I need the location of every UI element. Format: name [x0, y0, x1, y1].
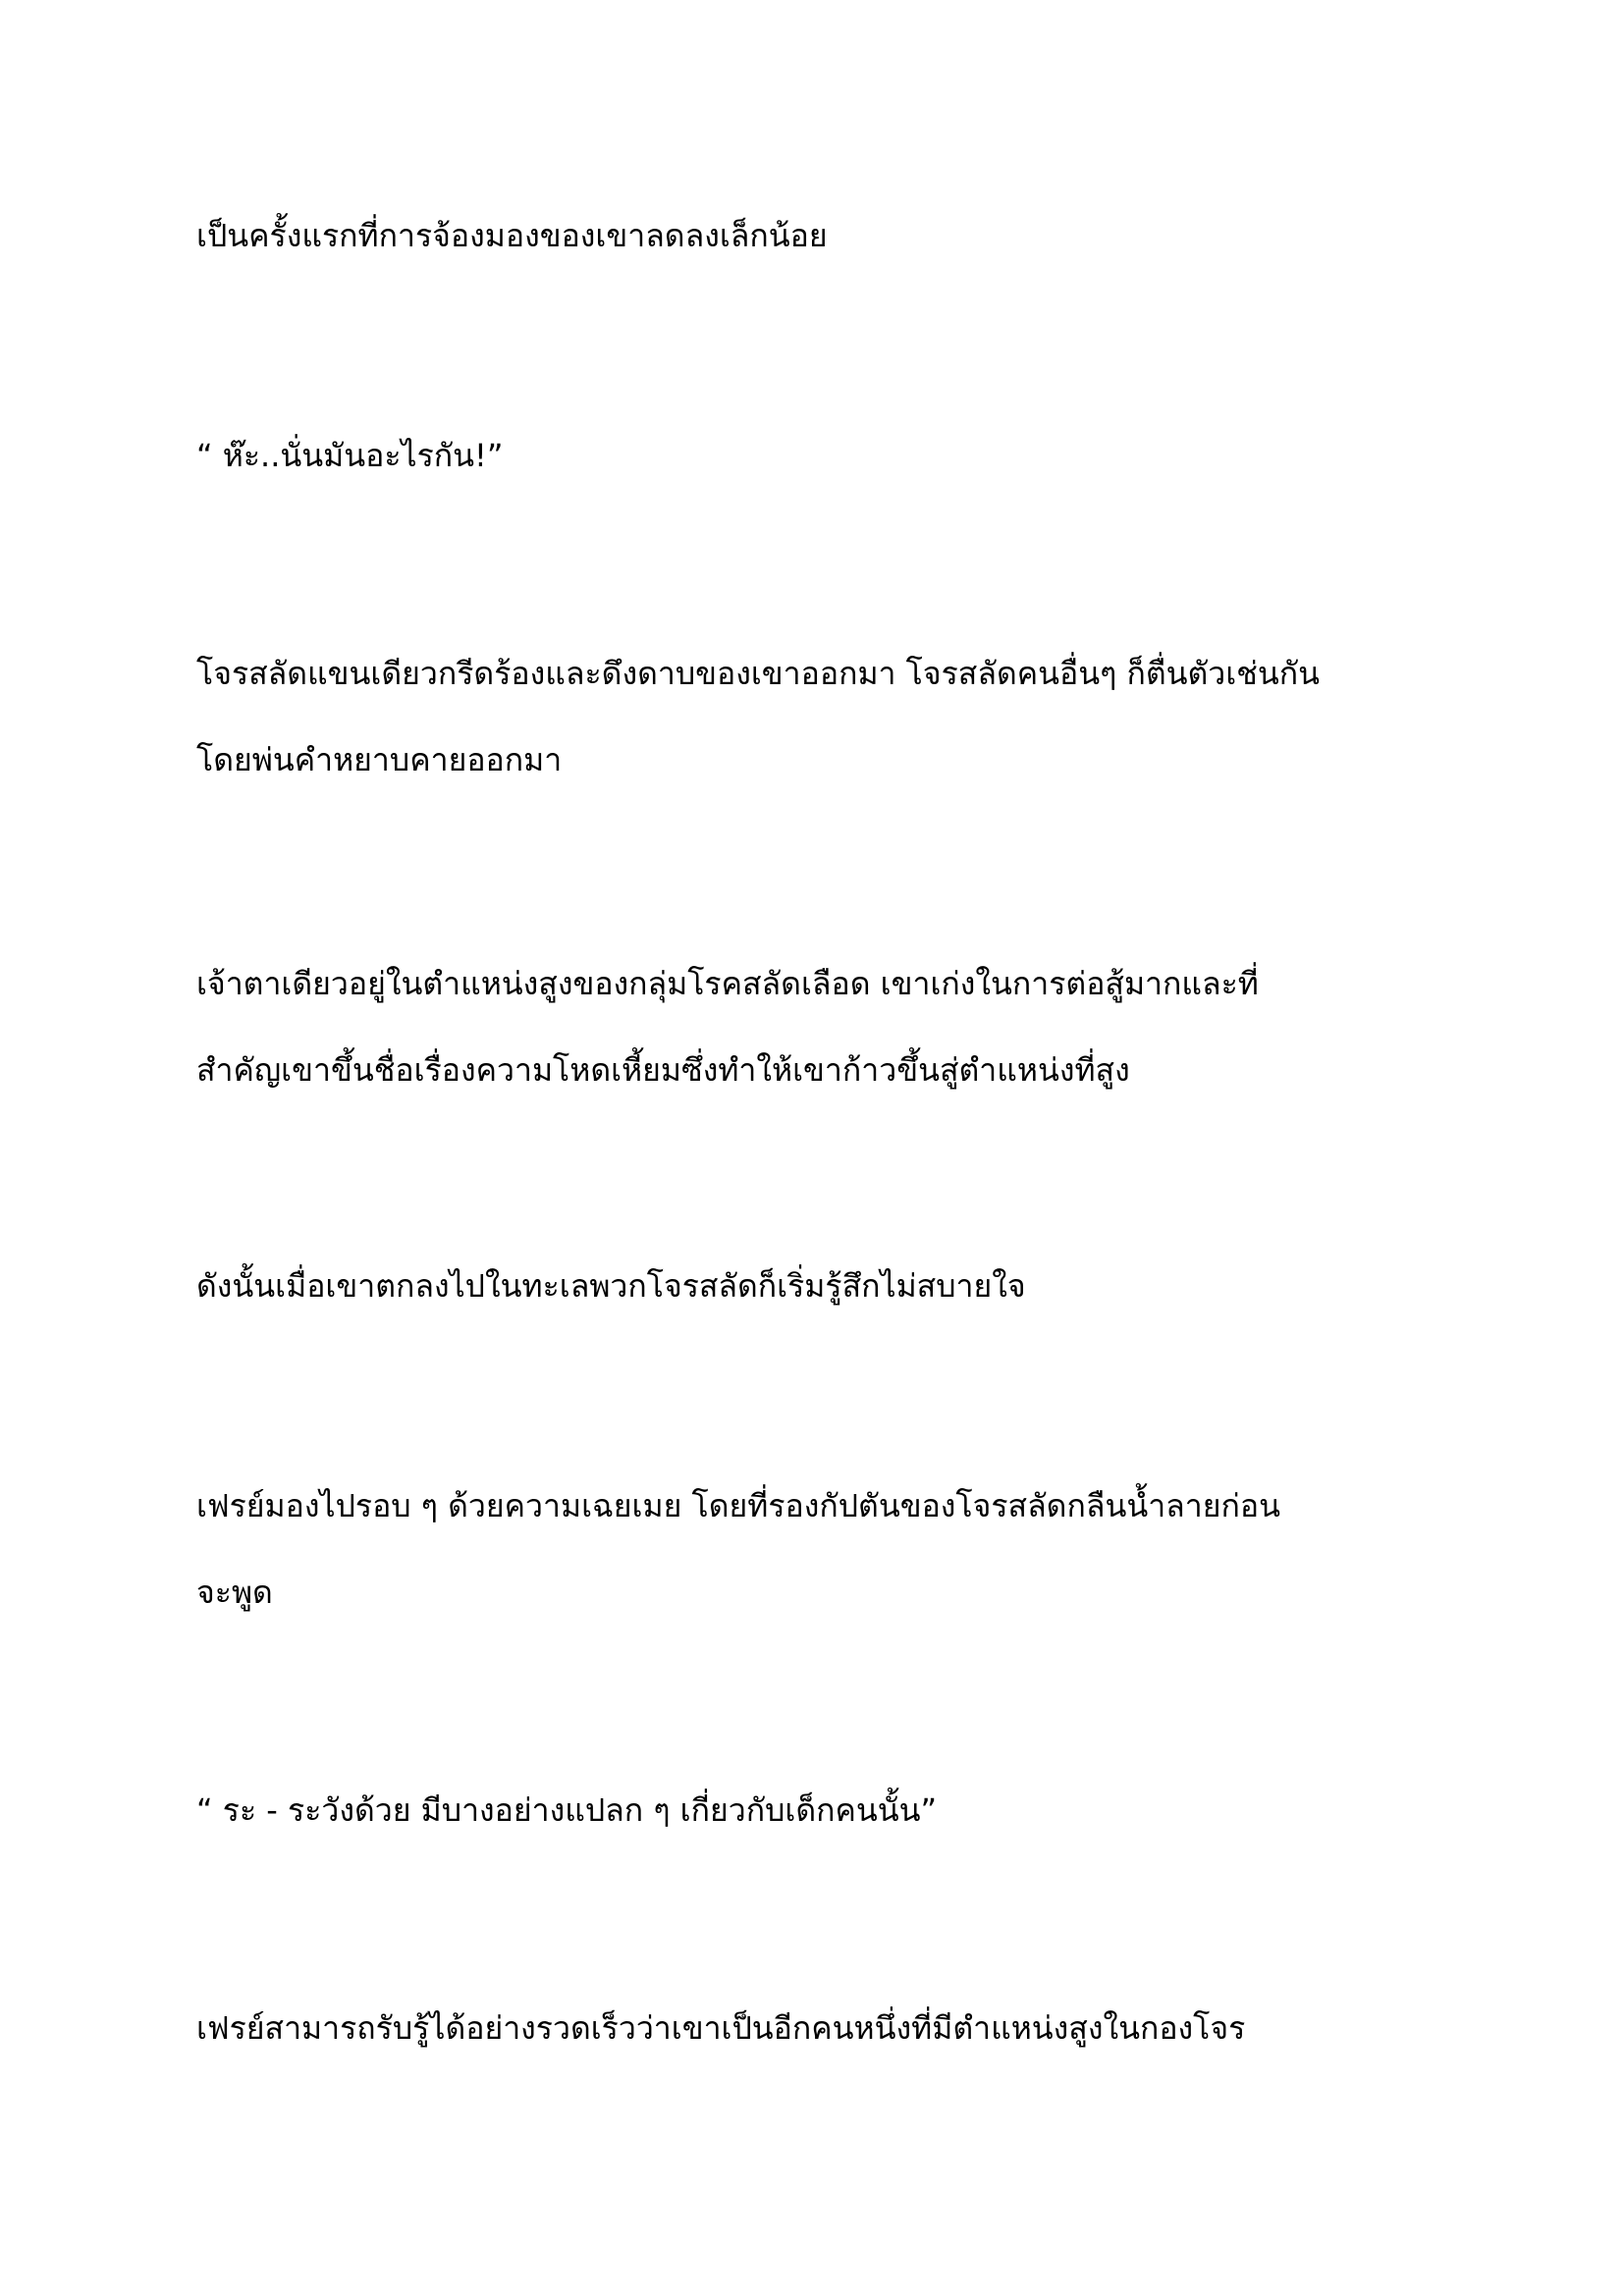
paragraph-8 [196, 1985, 1473, 2071]
paragraph-4 [196, 940, 1473, 1113]
paragraph-line: เป็นครั้งแรกที่การจ้องมองของเขาลดลงเล็กน้อย [196, 217, 828, 254]
paragraph-line: โดยพ่นคำหยาบคายออกมา [196, 741, 563, 778]
paragraph-2 [196, 412, 1473, 499]
paragraph-line: จะพูด [196, 1574, 273, 1611]
paragraph-line: เฟรย์สามารถรับรู้ได้อย่างรวดเร็วว่าเขาเป็นอีกคนหนึ่งที่มีตำแหน่งสูงในกองโจร [196, 2009, 1246, 2047]
paragraph-7 [196, 1767, 1473, 1853]
paragraph-line: สำคัญเขาขึ้นชื่อเรื่องความโหดเหี้ยมซึ่งทำให้เขาก้าวขึ้นสู่ตำแหน่งที่สูง [196, 1051, 1130, 1089]
paragraph-line: เฟรย์มองไปรอบ ๆ ด้วยความเฉยเมย โดยที่รองกัปตันของโจรสลัดกลืนน้ำลายก่อน [196, 1487, 1280, 1524]
paragraph-line: “ ระ - ระวังด้วย มีบางอย่างแปลก ๆ เกี่ยวกับเด็กคนนั้น” [196, 1791, 938, 1829]
paragraph-3 [196, 630, 1473, 803]
paragraph-1 [196, 192, 1473, 279]
paragraph-line: เจ้าตาเดียวอยู่ในตำแหน่งสูงของกลุ่มโรคสลัดเลือด เขาเก่งในการต่อสู้มากและที่ [196, 965, 1259, 1002]
paragraph-5 [196, 1243, 1473, 1329]
paragraph-line: โจรสลัดแขนเดียวกรีดร้องและดึงดาบของเขาออกมา โจรสลัดคนอื่นๆ ก็ตื่นตัวเช่นกัน [196, 655, 1321, 692]
paragraph-line: “ ห๊ะ..นั่นมันอะไรกัน!” [196, 437, 504, 474]
paragraph-line: ดังนั้นเมื่อเขาตกลงไปในทะเลพวกโจรสลัดก็เริ่มรู้สึกไม่สบายใจ [196, 1267, 1026, 1305]
paragraph-6 [196, 1463, 1473, 1635]
